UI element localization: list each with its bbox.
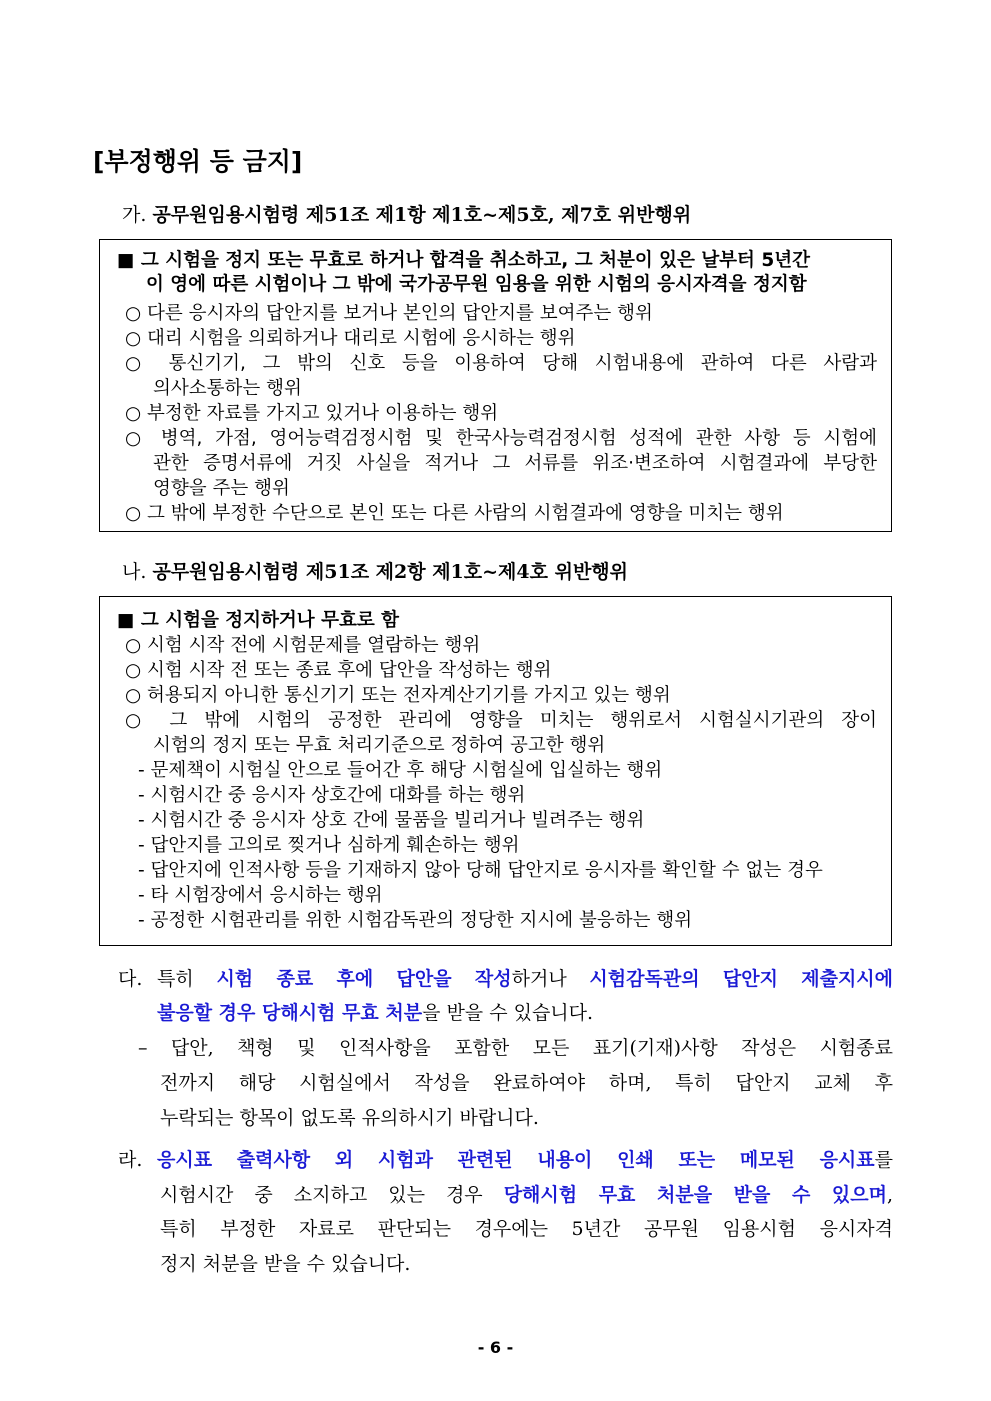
section-na-item: ○ 시험 시작 전 또는 종료 후에 답안을 작성하는 행위 bbox=[125, 660, 552, 681]
section-na-box-header: ■ 그 시험을 정지하거나 무효로 함 bbox=[117, 610, 400, 631]
section-na-subitem: - 시험시간 중 응시자 상호 간에 물품을 빌리거나 빌려주는 행위 bbox=[138, 810, 645, 831]
section-na-subitem: - 문제책이 시험실 안으로 들어간 후 해당 시험실에 입실하는 행위 bbox=[138, 760, 663, 781]
section-ra-line-1 bbox=[157, 1145, 893, 1175]
section-da-bullet-2: 전까지 해당 시험실에서 작성을 완료하여야 하며, 특히 답안지 교체 후 bbox=[160, 1072, 893, 1094]
section-na-item: ○ 그 밖에 시험의 공정한 관리에 영향을 미치는 행위로서 시험실시기관의 장이 bbox=[125, 710, 877, 731]
section-ga-item: ○ 통신기기, 그 밖의 신호 등을 이용하여 당해 시험내용에 관하여 다른 사람과 bbox=[125, 353, 877, 374]
section-da-text: 하거나 bbox=[511, 968, 590, 990]
section-na-subitem: - 공정한 시험관리를 위한 시험감독관의 정당한 지시에 불응하는 행위 bbox=[138, 910, 693, 931]
section-ra-text: 를 bbox=[874, 1149, 893, 1171]
section-ga-item: 의사소통하는 행위 bbox=[153, 378, 302, 399]
section-da-highlight: 시험감독관의 답안지 제출지시에 bbox=[589, 968, 894, 990]
section-da-highlight: 불응할 경우 당해시험 무효 처분 bbox=[157, 1002, 423, 1024]
section-ra-text: 시험시간 중 소지하고 있는 경우 bbox=[160, 1184, 504, 1206]
section-ga-item: ○ 대리 시험을 의뢰하거나 대리로 시험에 응시하는 행위 bbox=[125, 328, 576, 349]
section-ra-text: , bbox=[886, 1184, 893, 1206]
section-ra-line-2 bbox=[160, 1180, 893, 1210]
section-ra-line-4: 정지 처분을 받을 수 있습니다. bbox=[160, 1253, 411, 1275]
section-na-subitem: - 시험시간 중 응시자 상호간에 대화를 하는 행위 bbox=[138, 785, 526, 806]
section-ga-title-text: 공무원임용시험령 제51조 제1항 제1호~제5호, 제7호 위반행위 bbox=[152, 204, 692, 226]
section-da-line-2 bbox=[157, 998, 593, 1028]
page-number: - 6 - bbox=[477, 1338, 514, 1357]
section-ga-title bbox=[122, 200, 691, 227]
section-na-title-text: 공무원임용시험령 제51조 제2항 제1호~제4호 위반행위 bbox=[152, 561, 629, 583]
section-na-subitem: - 타 시험장에서 응시하는 행위 bbox=[138, 885, 383, 906]
section-ga-box-header-2: 이 영에 따른 시험이나 그 밖에 국가공무원 임용을 위한 시험의 응시자격을 정지함 bbox=[146, 274, 807, 295]
section-ga-item: ○ 그 밖에 부정한 수단으로 본인 또는 다른 사람의 시험결과에 영향을 미치는 행위 bbox=[125, 503, 784, 524]
section-na-subitem: - 답안지에 인적사항 등을 기재하지 않아 당해 답안지로 응시자를 확인할 수 없는 경우 bbox=[138, 860, 823, 881]
section-ga-item: ○ 부정한 자료를 가지고 있거나 이용하는 행위 bbox=[125, 403, 499, 424]
section-da-text: 을 받을 수 있습니다. bbox=[422, 1002, 594, 1024]
section-ga-item: 관한 증명서류에 거짓 사실을 적거나 그 서류를 위조·변조하여 시험결과에 부당한 bbox=[153, 453, 877, 474]
section-na-subitem: - 답안지를 고의로 찢거나 심하게 훼손하는 행위 bbox=[138, 835, 520, 856]
section-na-marker: 나. bbox=[122, 561, 147, 583]
section-da-text: 특히 bbox=[157, 968, 217, 990]
section-da-bullet-3: 누락되는 항목이 없도록 유의하시기 바랍니다. bbox=[160, 1107, 539, 1129]
section-ra-highlight: 응시표 출력사항 외 시험과 관련된 내용이 인쇄 또는 메모된 응시표 bbox=[157, 1149, 875, 1171]
page-heading: [부정행위 등 금지] bbox=[93, 147, 303, 176]
section-na-item: ○ 시험 시작 전에 시험문제를 열람하는 행위 bbox=[125, 635, 481, 656]
section-ga-box-header-1: ■ 그 시험을 정지 또는 무효로 하거나 합격을 취소하고, 그 처분이 있은 날부터 5년간 bbox=[117, 250, 810, 271]
section-ra-marker: 라. bbox=[118, 1149, 143, 1171]
section-da-highlight: 시험 종료 후에 답안을 작성 bbox=[216, 968, 512, 990]
section-da-line-1 bbox=[157, 964, 893, 994]
section-ga-item: 영향을 주는 행위 bbox=[153, 478, 290, 499]
section-da-marker: 다. bbox=[118, 968, 143, 990]
section-na-title bbox=[122, 557, 628, 584]
section-ra-highlight: 당해시험 무효 처분을 받을 수 있으며 bbox=[503, 1184, 887, 1206]
section-da-bullet-1: – 답안, 책형 및 인적사항을 포함한 모든 표기(기재)사항 작성은 시험종료 bbox=[138, 1037, 893, 1059]
section-ga-item: ○ 병역, 가점, 영어능력검정시험 및 한국사능력검정시험 성적에 관한 사항 등 시험에 bbox=[125, 428, 877, 449]
section-ra-line-3: 특히 부정한 자료로 판단되는 경우에는 5년간 공무원 임용시험 응시자격 bbox=[160, 1218, 893, 1240]
section-na-item: ○ 허용되지 아니한 통신기기 또는 전자계산기기를 가지고 있는 행위 bbox=[125, 685, 671, 706]
section-ga-marker: 가. bbox=[122, 204, 147, 226]
section-ga-item: ○ 다른 응시자의 답안지를 보거나 본인의 답안지를 보여주는 행위 bbox=[125, 303, 653, 324]
section-na-item: 시험의 정지 또는 무효 처리기준으로 정하여 공고한 행위 bbox=[153, 735, 606, 756]
